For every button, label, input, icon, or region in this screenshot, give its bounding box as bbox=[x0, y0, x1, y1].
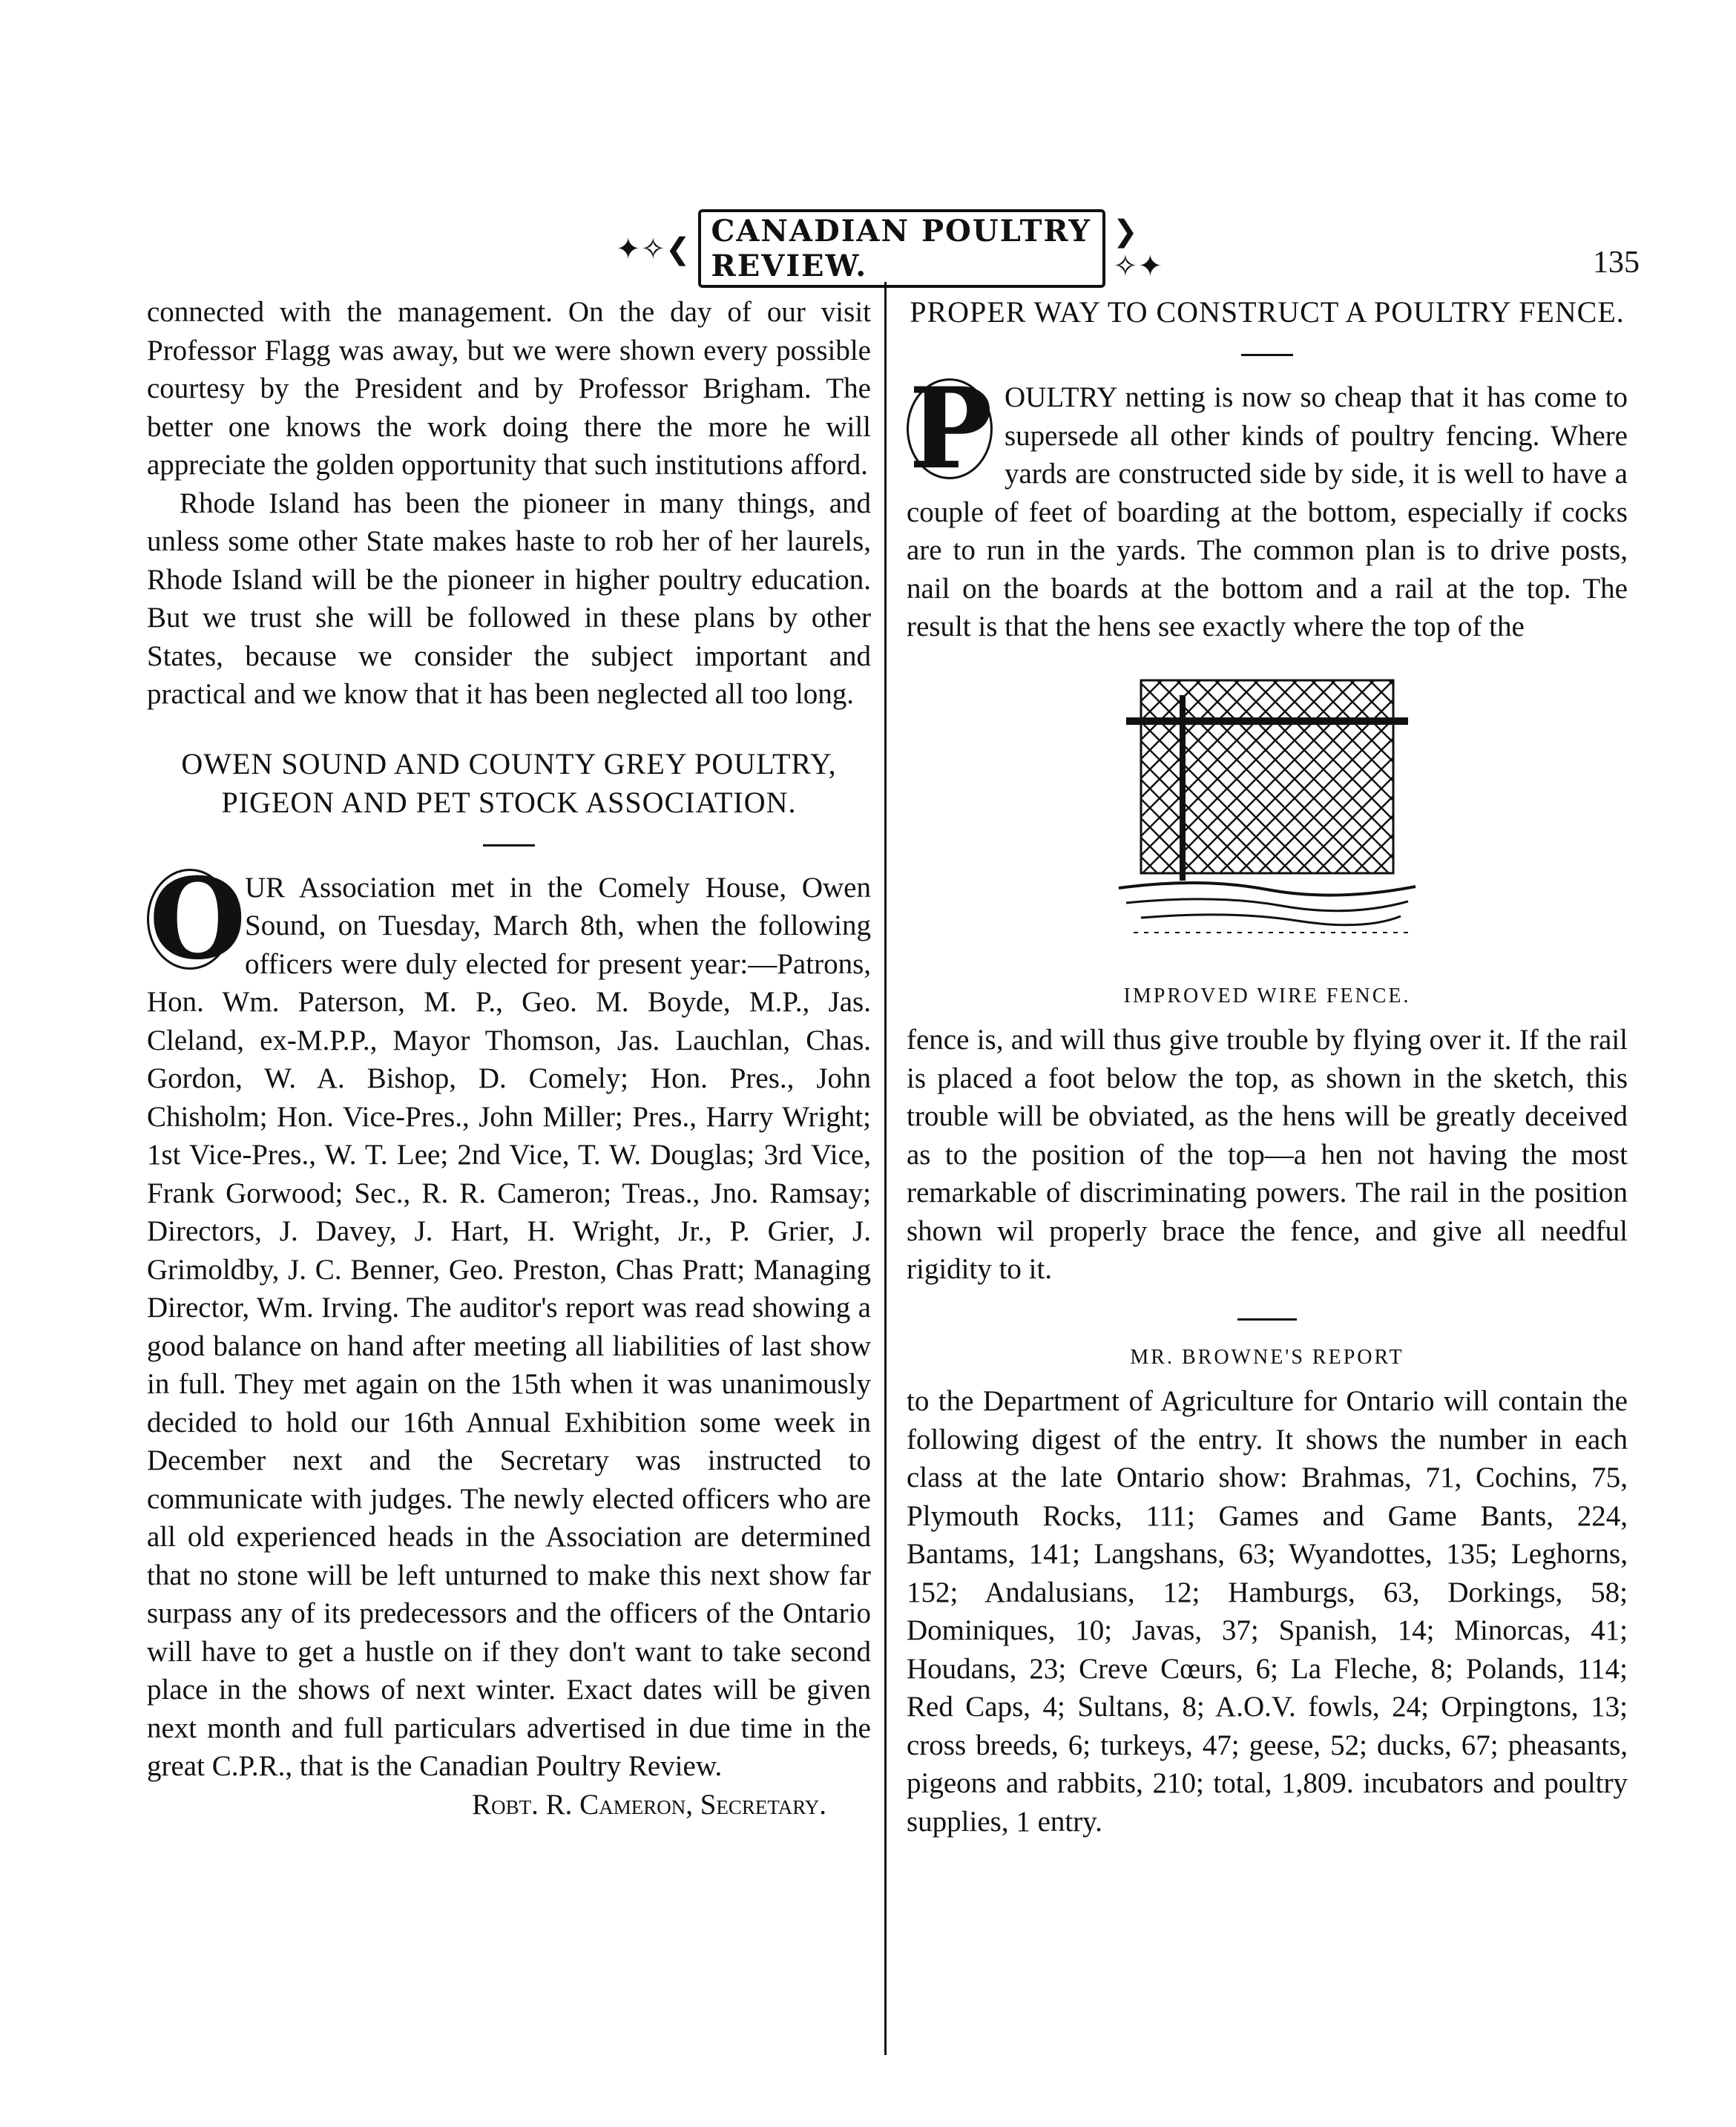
left-paragraph-2: Rhode Island has been the pioneer in many things, and unless some other State makes haste to rob her of her laurels, Rhode Island will be the pioneer in higher poultry education. But we trust she will be followed in these plans by other States, because we consider the subject important and practical and we know that it has been neglected all too long. bbox=[147, 487, 871, 710]
heading-rule bbox=[483, 844, 535, 846]
drop-cap-o: O bbox=[147, 869, 233, 970]
heading-rule bbox=[1241, 354, 1293, 356]
fence-article-intro bbox=[907, 364, 1628, 646]
fence-body-1: OULTRY netting is now so cheap that it has come to supersede all other kinds of poultry fencing. Where yards are constructed side by side, it is well to have a couple of feet of boarding at the bottom, especially if cocks are to run in the yards. The common plan is to drive posts, nail on the boards at the bottom and a rail at the top. The result is that the hens see exactly where the top of the bbox=[907, 381, 1628, 642]
page-number: 135 bbox=[1593, 246, 1640, 280]
column-divider bbox=[884, 282, 887, 2055]
masthead bbox=[608, 214, 1172, 283]
left-paragraph-1: connected with the management. On the day of our visit Professor Flagg was away, but we were shown every possible courtesy by the President and by Professor Brigham. The better one knows the work doing there the more he will appreciate the golden opportunity that such institutions afford. bbox=[147, 296, 871, 481]
article-heading-owen-sound: OWEN SOUND AND COUNTY GREY POULTRY, PIGEON AND PET STOCK ASSOCIATION. bbox=[181, 746, 837, 819]
left-column bbox=[147, 293, 871, 1824]
right-ornament: ❯✧✦ bbox=[1113, 214, 1163, 283]
right-column bbox=[907, 293, 1628, 1841]
fence-body-2: fence is, and will thus give trouble by flying over it. If the rail is placed a foot below the top, as shown in the sketch, this trouble will be obviated, as the hens will be greatly deceived as to the position of the top—a hen not having the most remarkable of discriminating powers. The rail in the position shown wil properly brace the fence, and give all needful rigidity to it. bbox=[907, 1024, 1628, 1285]
browne-report-heading: MR. BROWNE'S REPORT bbox=[1130, 1345, 1404, 1369]
owen-sound-body: UR Association met in the Comely House, Owen Sound, on Tuesday, March 8th, when the following officers were duly elected for present year:—Patrons, Hon. Wm. Paterson, M. P., Geo. M. Boyde, M.P., Jas. Cleland, ex-M.P.P., Mayor Thomson, Jas. Lauchlan, Chas. Gordon, W. A. Bishop, D. Comely; Hon. Pres., John Chisholm; Hon. Vice-Pres., John Miller; Pres., Harry Wright; 1st Vice-Pres., W. T. Lee; 2nd Vice, T. W. Douglas; 3rd Vice, Frank Gorwood; Sec., R. R. Cameron; Treas., Jno. Ramsay; Directors, J. Davey, J. Hart, H. Wright, Jr., P. Grier, J. Grimoldby, J. C. Benner, Geo. Preston, Chas Pratt; Managing Director, Wm. Irving. The auditor's report was read showing a good balance on hand after meeting all liabilities of last show in full. They met again on the 15th when it was unanimously decided to hold our 16th Annual Exhibition some week in December next and the Secretary was instructed to communicate with judges. The newly elected officers who are all old experienced heads in the Association are determined that no stone will be left unturned to make this next show far surpass any of its predecessors and the officers of the Ontario will have to get a hustle on if they don't want to take second place in the shows of next winter. Exact dates will be given next month and full particulars advertised in due time in the great C.P.R., that is the Canadian Poultry Review. bbox=[147, 871, 871, 1782]
figure-caption: IMPROVED WIRE FENCE. bbox=[1123, 984, 1411, 1007]
wire-fence-illustration bbox=[1111, 673, 1423, 955]
left-ornament: ✦✧❮ bbox=[616, 231, 691, 266]
signature: Robt. R. Cameron, Secretary. bbox=[472, 1788, 826, 1821]
owen-sound-article bbox=[147, 853, 871, 1786]
masthead-title: CANADIAN POULTRY REVIEW. bbox=[698, 209, 1106, 288]
drop-cap-p: P bbox=[907, 378, 993, 479]
browne-report-body: to the Department of Agriculture for Ontario will contain the following digest of the entry. It shows the number in each class at the late Ontario show: Brahmas, 71, Cochins, 75, Plymouth Rocks, 111; Games and Game Bants, 224, Bantams, 141; Langshans, 63; Wyandottes, 135; Leghorns, 152; Andalusians, 12; Hamburgs, 63, Dorkings, 58; Dominiques, 10; Javas, 37; Spanish, 14; Minorcas, 41; Houdans, 23; Creve Cœurs, 6; La Fleche, 8; Polands, 114; Red Caps, 4; Sultans, 8; A.O.V. fowls, 24; Orpingtons, 13; cross breeds, 6; turkeys, 47; geese, 52; ducks, 67; pheasants, pigeons and rabbits, 210; total, 1,809. incubators and poultry supplies, 1 entry. bbox=[907, 1385, 1628, 1838]
section-rule bbox=[1237, 1318, 1297, 1321]
article-heading-fence: PROPER WAY TO CONSTRUCT A POULTRY FENCE. bbox=[910, 295, 1625, 329]
